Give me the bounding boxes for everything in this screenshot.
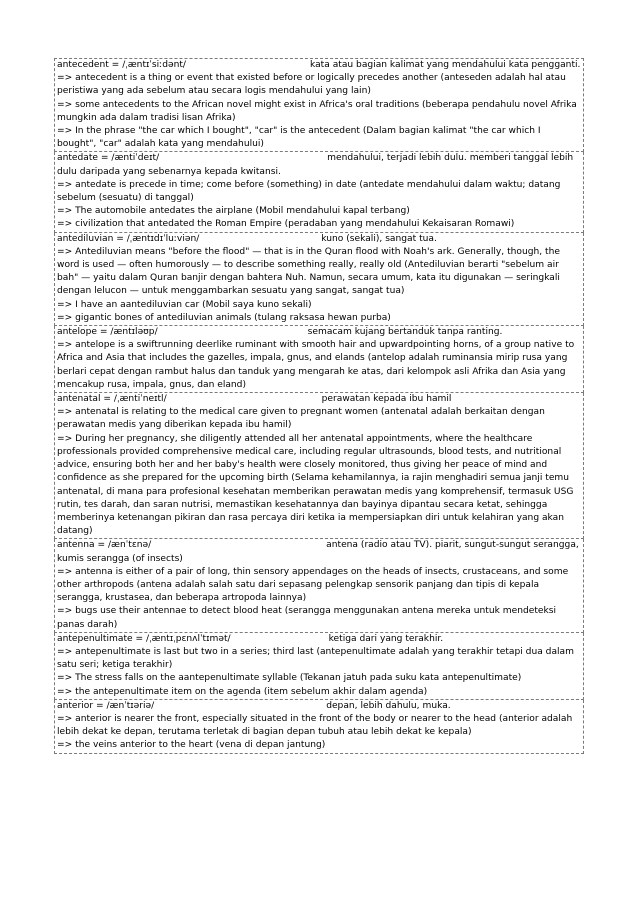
example-line: => anterior is nearer the front, especially situated in the front of the body or nearer to the head (anterior adalah lebih dekat ke depan, terutama terletak di bagian depan tubuh atau lebih dekat ke kepala) — [57, 713, 573, 738]
entry-heading — [57, 59, 581, 72]
headword: antedate = /æntiˈdeɪt/ — [57, 153, 160, 164]
example-line: => civilization that antedated the Roman Empire (peradaban yang mendahului Kekaisaran Romawi) — [57, 219, 515, 230]
example-line: => gigantic bones of antediluvian animals (tulang raksasa hewan purba) — [57, 312, 391, 323]
entry-anterior — [54, 700, 584, 754]
example-line: => antenatal is relating to the medical care given to pregnant women (antenatal adalah berkaitan dengan perawatan medis yang diberikan kepada ibu hamil) — [57, 407, 545, 431]
example-line: => antelope is a swiftrunning deerlike ruminant with smooth hair and upwardpointing horns, of a group native to Africa and Asia that includes the gazelles, impala, gnus, and elands (antelop adalah ruminansia mirip rusa yang berlari cepat dengan rambut halus dan tanduk yang mengarah ke atas, dari kelompok asli Afrika dan Asia yang mencakup rusa, impala, gnus, dan eland) — [57, 340, 575, 390]
example-line: => some antecedents to the African novel might exist in Africa's oral traditions (beberapa pendahulu novel Afrika mungkin ada dalam tradisi lisan Afrika) — [57, 99, 577, 123]
example-line: => the antepenultimate item on the agenda (item sebelum akhir dalam agenda) — [57, 686, 428, 697]
headword: antenna = /ænˈtɛnə/ — [57, 540, 152, 551]
entry-heading — [57, 233, 581, 246]
entry-heading — [57, 700, 581, 713]
entry-antenna — [54, 539, 584, 632]
entry-antediluvian — [54, 233, 584, 326]
entry-antelope — [54, 326, 584, 393]
definition: depan, lebih dahulu, muka. — [326, 700, 451, 711]
definition: perawatan kepada ibu hamil — [321, 394, 452, 405]
definition: kuno (sekali), sangat tua. — [321, 233, 437, 244]
definition: antena (radio atau TV). piarit, sungut-sungut serangga, kumis serangga (of insects) — [57, 540, 579, 564]
headword: antecedent = /ˌæntɪˈsiːdənt/ — [57, 60, 186, 70]
example-line: => bugs use their antennae to detect blood heat (serangga menggunakan antena mereka untuk mendeteksi panas darah) — [57, 606, 557, 630]
headword: antepenultimate = /ˌæntɪˌpɛnʌlˈtɪmət/ — [57, 633, 231, 644]
entry-heading — [57, 633, 581, 646]
example-line: => antepenultimate is last but two in a series; third last (antepenultimate adalah yang terakhir tetapi dua dalam satu seri; ketiga terakhir) — [57, 646, 574, 671]
definition: ketiga dari yang terakhir. — [328, 633, 444, 644]
example-line: => antecedent is a thing or event that existed before or logically precedes another (anteseden adalah hal atau peristiwa yang ada sebelum atau secara logis mendahului yang lain) — [57, 73, 566, 97]
definition: semacam kujang bertanduk tanpa ranting. — [307, 327, 503, 338]
entry-heading — [57, 152, 581, 178]
headword: antelope = /æntɪləʊp/ — [57, 327, 158, 338]
headword: antenatal = /ˌæntiˈneɪtl/ — [57, 394, 167, 405]
example-line: => In the phrase "the car which I bought", "car" is the antecedent (Dalam bagian kalimat "the car which I bought", "car" adalah kata yang mendahului) — [57, 126, 541, 150]
definition: mendahului, terjadi lebih dulu. memberi tanggal lebih dulu daripada yang sebenarnya kepada kwitansi. — [57, 153, 574, 177]
example-line: => the veins anterior to the heart (vena di depan jantung) — [57, 740, 326, 751]
headword: anterior = /ænˈtɪəriə/ — [57, 700, 155, 711]
dictionary-page — [54, 58, 584, 754]
example-line: => antenna is either of a pair of long, thin sensory appendages on the heads of insects, crustaceans, and some other arthropods (antena adalah salah satu dari sepasang pelengkap sensorik panjang dan tipis di kepala serangga, krustasea, dan beberapa artropoda lainnya) — [57, 566, 569, 604]
entry-antepenultimate — [54, 633, 584, 700]
definition: kata atau bagian kalimat yang mendahului kata pengganti. — [309, 60, 581, 70]
entry-heading — [57, 393, 581, 406]
headword: antediluvian = /ˌæntɪdɪˈluːviən/ — [57, 233, 200, 244]
entry-antenatal — [54, 393, 584, 539]
entry-heading — [57, 539, 581, 565]
entry-antecedent — [54, 58, 584, 152]
entry-antedate — [54, 152, 584, 232]
example-line: => I have an aantediluvian car (Mobil saya kuno sekali) — [57, 299, 312, 310]
example-line: => The stress falls on the aantepenultimate syllable (Tekanan jatuh pada suku kata antepenultimate) — [57, 673, 522, 684]
example-line: => Antediluvian means "before the flood" — that is in the Quran flood with Noah's ark. Generally, though, the word is used — often humorously — to describe something really, really old (Antediluvian berarti "sebelum air bah" — yaitu dalam Quran banjir dengan bahtera Nuh. Namun, secara umum, kata itu digunakan — seringkali dengan lelucon — untuk menggambarkan sesuatu yang sangat, sangat tua) — [57, 246, 560, 297]
example-line: => The automobile antedates the airplane (Mobil mendahului kapal terbang) — [57, 206, 410, 217]
example-line: => antedate is precede in time; come before (something) in date (antedate mendahului dalam waktu; datang sebelum (sesuatu) di tanggal) — [57, 179, 561, 204]
example-line: => During her pregnancy, she diligently attended all her antenatal appointments, where the healthcare professionals provided comprehensive medical care, including regular ultrasounds, blood tests, and nutritional advice, ensuring both her and her baby's health were closely monitored, thus giving her peace of mind and confidence as she prepared for the upcoming birth (Selama kehamilannya, ia rajin menghadiri semua janji temu antenatal, di mana para profesional kesehatan memberikan perawatan medis yang komprehensif, termasuk USG rutin, tes darah, dan saran nutrisi, memastikan kesehatannya dan bayinya dipantau secara ketat, sehingga memberinya ketenangan pikiran dan rasa percaya diri ketika ia mempersiapkan diri untuk kelahiran yang akan datang) — [57, 433, 574, 537]
entry-heading — [57, 326, 581, 339]
